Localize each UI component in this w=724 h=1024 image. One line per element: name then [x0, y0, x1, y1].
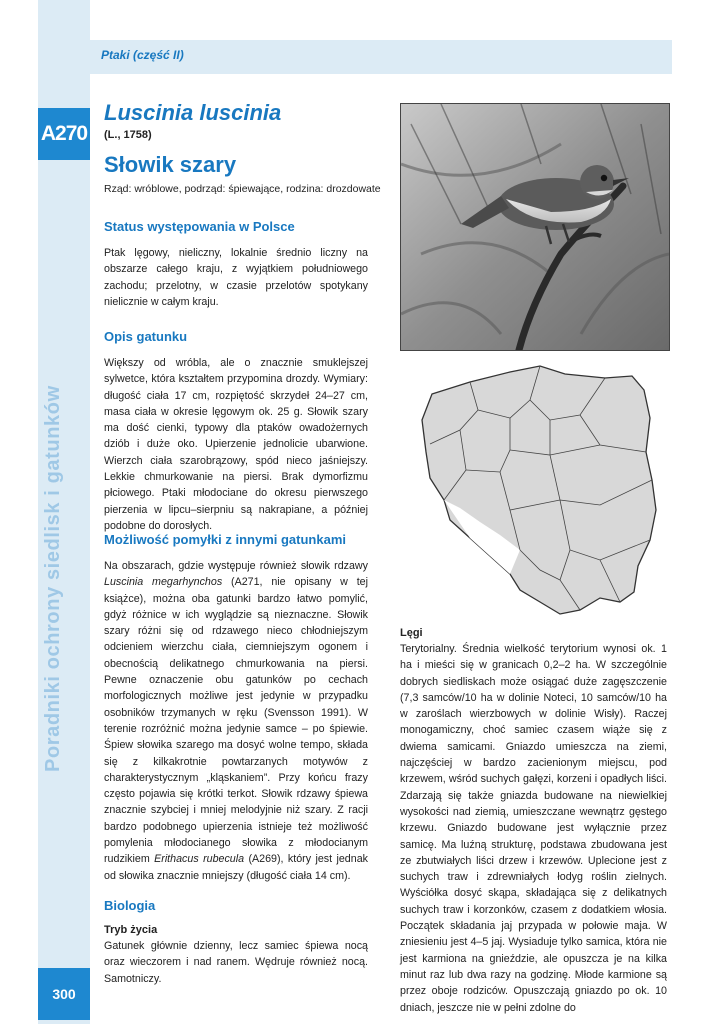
breeding-heading: Lęgi: [400, 627, 423, 639]
species-latin-2: Erithacus rubecula: [154, 853, 245, 866]
latin-name: Luscinia luscinia: [104, 100, 282, 125]
confusion-section: [104, 531, 368, 884]
status-section: [104, 218, 368, 310]
breeding-section: [400, 625, 667, 1016]
thrush-nightingale-photo: [400, 103, 670, 351]
confusion-text: Na obszarach, gdzie występuje również słowik rdzawy Luscinia megarhynchos (A271, nie opisany w tej książce), można oba gatunki bardzo łatwo pomylić, gdyż różnice w ich wyglądzie są nieznaczne. Słowik szary różni się od rdzawego nieco chłodniejszym odcieniem wierzchu ciała, ciemniejszym ogonem i obecnością delikatnego chmurkowania na piersi. Pewne oznaczenie obu gatunków po cechach morfologicznych możliwe jest jedynie w przypadku osobników trzymanych w ręku (Svensson 1991). W terenie rozróżnić można jedynie samce – po śpiewie. Śpiew słowika szarego ma dosyć wolne tempo, składa się z kilkakrotnie powtarzanych motywów z charakterystycznym „kląskaniem”. Przy końcu frazy często pojawia się krótki terkot. Słowik rdzawy śpiewa znacznie szybciej i mniej melodyjnie niż szary. Z racji bardzo podobnego upierzenia istnieje też możliwość pomylenia młodocianego słowika z młodocianym rudzikiem Erithacus rubecula (A269), który jest jednak od słowika znacznie mniejszy (długość ciała 14 cm).: [104, 560, 368, 882]
taxonomy-line: Rząd: wróblowe, podrząd: śpiewające, rodzina: drozdowate: [104, 183, 381, 195]
page-number: 300: [52, 986, 76, 1002]
status-text: Ptak lęgowy, nieliczny, lokalnie średnio liczny na obszarze całego kraju, z wyjątkiem południowego zachodu; przelotny, w czasie przelotów spotykany nielicznie w całym kraju.: [104, 247, 368, 308]
vertical-series-title: Poradniki ochrony siedlisk i gatunków: [42, 385, 64, 772]
species-latin-1: Luscinia megarhynchos: [104, 576, 223, 589]
species-author: (L., 1758): [104, 129, 152, 141]
polish-name: Słowik szary: [104, 152, 237, 177]
description-text: Większy od wróbla, ale o znacznie smuklejszej sylwetce, która kształtem przypomina drozdy. Wymiary: długość ciała 17 cm, rozpiętość skrzydeł 24–27 cm, masa ciała w okresie lęgowym ok. 25 g. Słowik szary ma dość cienki, typowy dla ptaków owadożernych dziób i duże oko. Upierzenie jednolicie ubarwione. Wierzch ciała szarobrązowy, spód nieco jaśniejszy. Lekkie chmurkowanie na piersi. Brak dymorfizmu płciowego. Ptaki młodociane do okresu pierwszego pierzenia w lipcu–sierpniu są nakrapiane, a później podobne do dorosłych.: [104, 357, 368, 532]
series-title: Ptaki (część II): [101, 48, 184, 62]
species-code: A270: [40, 122, 88, 145]
confusion-heading: Możliwość pomyłki z innymi gatunkami: [104, 532, 346, 547]
page-number-badge: [38, 968, 90, 1020]
status-heading: Status występowania w Polsce: [104, 219, 295, 234]
biology-heading: Biologia: [104, 898, 156, 913]
species-code-badge: [38, 108, 90, 160]
poland-distribution-map: [400, 360, 668, 618]
lifestyle-text: Gatunek głównie dzienny, lecz samiec śpiewa nocą oraz wieczorem i nad ranem. Wędruje również nocą. Samotniczy.: [104, 940, 368, 985]
description-heading: Opis gatunku: [104, 329, 188, 344]
lifestyle-heading: Tryb życia: [104, 924, 158, 936]
biology-section: [104, 897, 368, 987]
breeding-text: Terytorialny. Średnia wielkość terytorium wynosi ok. 1 ha i mieści się w granicach 0,2–2 ha. W szczególnie dobrych siedliskach może osiągać duże zagęszczenie (7,3 samców/10 ha w dolinie Noteci, 10 samców/10 ha w zaroślach wierzbowych w dolinie Wisły). Raczej monogamiczny, choć samiec czasem wiąże się z dwiema samicami. Gniazdo umieszcza na ziemi, najczęściej w bardzo zacienionym miejscu, pod krzewem, wśród suchych gałęzi, korzeni i opadłych liści. Zdarzają się także gniazda budowane na niewielkiej wysokości nad ziemią, umieszczane wewnątrz gęstego krzewu. Gniazdo budowane jest wyłącznie przez samicę. Ma luźną strukturę, podstawa zbudowana jest ze zbutwiałych liści drzew i krzewów. Uplecione jest z suchych traw i zdrewniałych łodyg roślin zielnych. Wyściółka dosyć skąpa, składająca się z delikatnych suchych traw i korzonków, czasem z dodatkiem włosia. Początek składania jaj przypada w połowie maja. W zniesieniu jest 4–5 jaj. Wysiaduje tylko samica, która nie jest karmiona na gnieździe, ale opuszcza je na kilka minut raz lub dwa razy na godzinę. Młode karmione są przez oboje rodziców. Opuszczają gniazdo po ok. 10 dniach, jeszcze nie w pełni zdolne do: [400, 643, 667, 1014]
description-section: [104, 328, 368, 534]
